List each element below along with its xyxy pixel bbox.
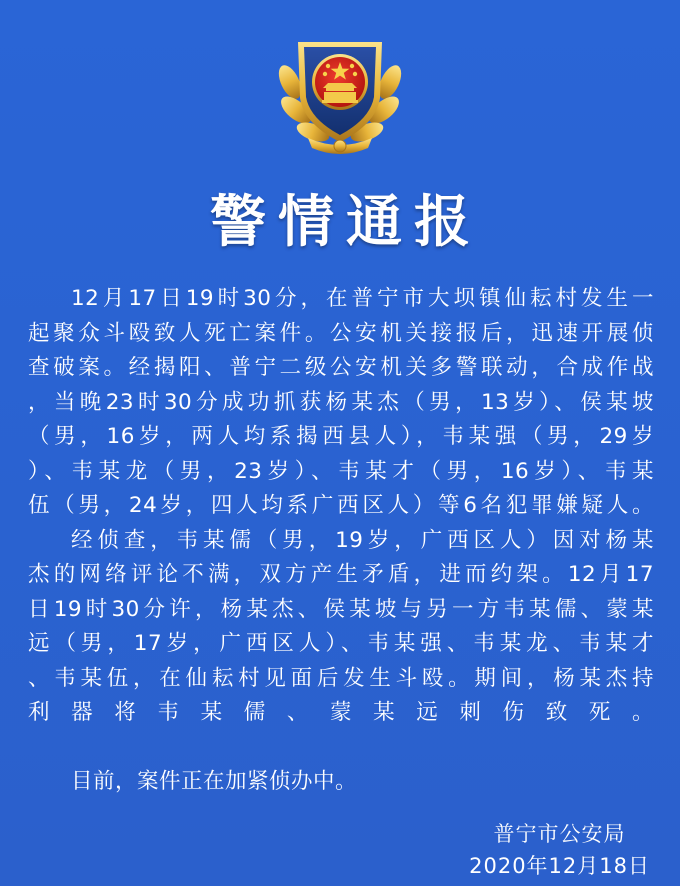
paragraph — [28, 282, 654, 524]
issuer-name: 普宁市公安局 — [493, 822, 626, 846]
issue-date: 2020年12月18日 — [469, 854, 650, 878]
paragraph — [28, 524, 654, 766]
text-line: 杰的网络评论不满，双方产生矛盾，进而约架。12月17 — [28, 562, 654, 587]
notice-body — [28, 282, 654, 800]
text-line: 、韦某伍，在仙耘村见面后发生斗殴。期间，杨某杰持 — [28, 665, 654, 691]
text-line: 经侦查，韦某儒（男，19岁，广西区人）因对杨某 — [71, 527, 654, 553]
paragraph — [28, 765, 654, 800]
text-line: 伍（男，24岁，四人均系广西区人）等6名犯罪嫌疑人。 — [28, 493, 654, 518]
text-line: 起聚众斗殴致人死亡案件。公安机关接报后，迅速开展侦 — [28, 320, 654, 346]
text-line: 目前，案件正在加紧侦办中。 — [71, 769, 358, 794]
text-line: 查破案。经揭阳、普宁二级公安机关多警联动，合成作战 — [28, 355, 654, 380]
signature-block — [469, 818, 650, 882]
text-line: （男，16岁，两人均系揭西县人），韦某强（男，29岁 — [28, 424, 654, 449]
text-line: 远（男，17岁，广西区人）、韦某强、韦某龙、韦某才 — [28, 631, 654, 656]
text-line: 12月17日19时30分，在普宁市大坝镇仙耘村发生一 — [71, 286, 654, 311]
text-line: 利器将韦某儒、蒙某远刺伤致死。 — [28, 700, 654, 725]
text-line: 日19时30分许，杨某杰、侯某坡与另一方韦某儒、蒙某 — [28, 596, 654, 622]
text-line: ）、韦某龙（男，23岁）、韦某才（男，16岁）、韦某 — [28, 458, 654, 484]
text-line: ，当晚23时30分成功抓获杨某杰（男，13岁）、侯某坡 — [28, 389, 654, 415]
text-line — [28, 731, 654, 766]
police-emblem-icon — [268, 20, 412, 162]
page-title: 警情通报 — [210, 190, 482, 255]
